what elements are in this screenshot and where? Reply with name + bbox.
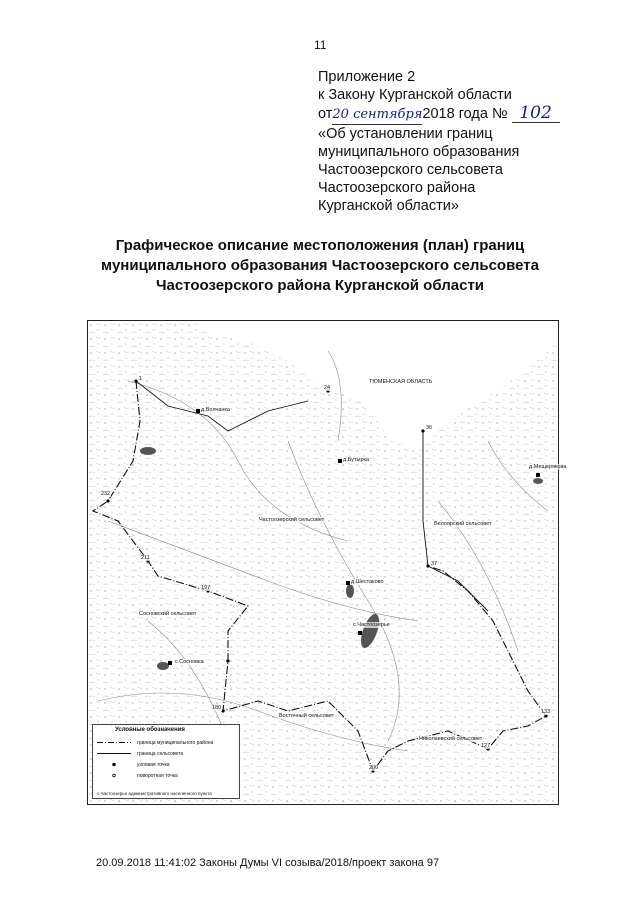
selsovet-label: Восточный сельсовет [279,713,335,719]
legend-title: Условные обозначения [115,727,185,733]
village-label: д.Шестаково [351,579,384,585]
legend-item [97,739,213,746]
date-suffix: 2018 года № [422,106,508,122]
point-label: 232 [101,491,111,497]
appendix-block [318,68,560,215]
legend-item [97,761,170,768]
document-title [60,236,580,296]
legend-item [97,772,178,779]
appendix-line: Приложение 2 [318,69,416,85]
appendix-line: «Об установлении границ [318,126,493,142]
handwritten-number: 102 [512,104,560,123]
village-label: д.Бутырка [343,457,370,463]
selsovet-label: Белоярский сельсовет [434,521,492,527]
legend-note: с.Частоозерье административного населенного пункта [97,791,212,796]
appendix-date-line [318,104,560,125]
map-legend [92,724,240,799]
page-number: 11 [314,38,327,52]
village-label: д.Волчанка [201,407,230,413]
selsovet-label: Сосновский сельсовет [139,611,197,617]
village-label: д.Мещерякова [529,464,567,470]
appendix-line: муниципального образования [318,144,520,160]
point-label: 37 [431,561,438,567]
legend-item-label: граница муниципального района [137,739,214,746]
title-line: Частоозерского района Курганской области [155,277,485,294]
legend-item-label: узловая точка [137,761,170,768]
village-label: с.Сосновка [175,659,204,665]
legend-item-label: граница сельсовета [137,750,184,757]
point-label: 133 [541,709,551,715]
legend-item [97,750,183,757]
point-label: 200 [369,765,379,771]
handwritten-date: 20 сентября [332,106,422,125]
point-label: 180 [212,705,222,711]
selsovet-label: Николаевский сельсовет [419,736,483,742]
footer-stamp: 20.09.2018 11:41:02 Законы Думы VI созыва/2018/проект закона 97 [96,857,440,869]
appendix-line: Частоозерского района [318,180,476,196]
point-label: 127 [481,743,491,749]
point-label: 36 [426,425,433,431]
appendix-line: Частоозерского сельсовета [318,162,503,178]
point-label: 197 [201,585,211,591]
point-label: 1 [139,376,143,382]
legend-item-label: поворотная точка [137,772,178,779]
date-prefix: от [318,106,333,122]
title-line: муниципального образования Частоозерского сельсовета [101,257,539,274]
point-label: 24 [324,385,331,391]
point-label: 211 [141,555,150,561]
title-line: Графическое описание местоположения (план) границ [115,237,525,254]
region-label: ТЮМЕНСКАЯ ОБЛАСТЬ [369,379,433,385]
selsovet-label: Частоозерский сельсовет [259,517,325,523]
appendix-line: к Закону Курганской области [318,87,512,103]
appendix-line: Курганской области» [318,198,459,214]
village-label: с.Частоозерье [353,622,390,628]
